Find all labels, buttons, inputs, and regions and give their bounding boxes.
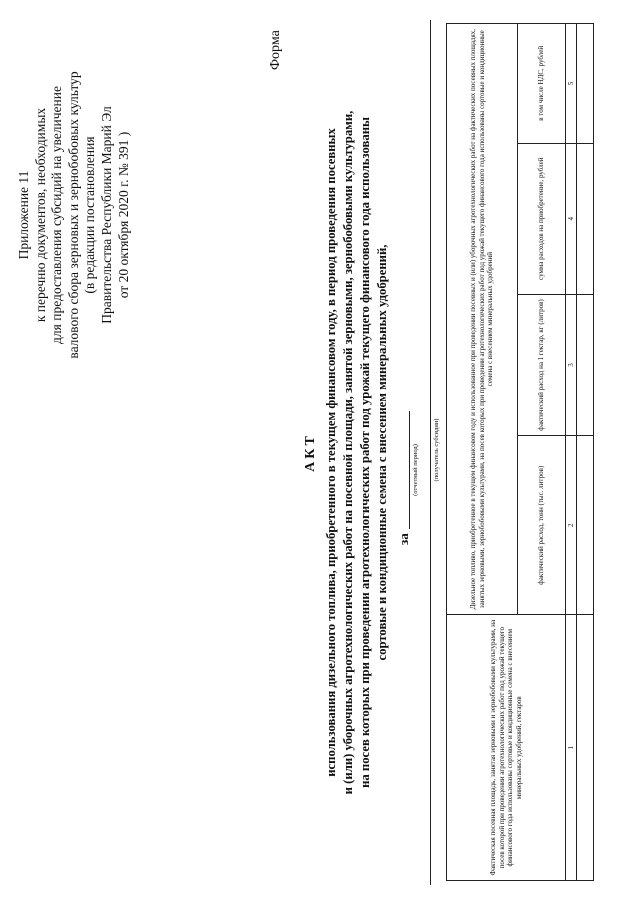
- recipient-caption: (получатель субсидии): [433, 418, 440, 482]
- heading-line-1: использования дизельного топлива, приобретенного в текущем финансовом году, в период проведения посевных: [324, 128, 338, 777]
- col-number-1: 1: [566, 615, 577, 881]
- appendix-block: [16, 25, 132, 405]
- col3-header: фактический расход на 1 гектар, кг (литров): [518, 294, 566, 435]
- col-number-3: 3: [566, 294, 577, 435]
- recipient-line-middle: [430, 325, 431, 575]
- appendix-line-4: валового сбора зерновых и зернобобовых культур: [65, 71, 81, 359]
- table-cell[interactable]: [577, 24, 594, 144]
- col5-header: в том числе НДС, рублей: [518, 24, 566, 144]
- appendix-line-5: (в редакции постановления: [82, 136, 98, 294]
- appendix-line-3: для предоставления субсидий на увеличение: [49, 86, 65, 344]
- col1-header: Фактическая посевная площадь, занятая зерновыми и зернобобовыми культурами, на посев которой при проведении агротехнологических работ под урожай текущего финансового года использованы сортовые и кондиционные семена с внесением минеральных удобрений, гектаров: [447, 615, 566, 881]
- col-number-4: 4: [566, 143, 577, 294]
- appendix-line-6: Правительства Республики Марий Эл: [98, 106, 114, 324]
- heading-line-4: сортовые и кондиционные семена с внесением минеральных удобрений,: [375, 244, 389, 661]
- table-number-row: [566, 24, 577, 881]
- diesel-group-header: Дизельное топливо, приобретенное в текущем финансовом году и использованное при проведении посевных и (или) уборочных агротехнологических работ на фактических посевных площадях, занятых зерновыми, зернобобовыми культурами, на посев которых при проведении агротехнологических работ под урожай текущего финансового года использованы сортовые и кондиционные семена с внесением минеральных удобрений: [447, 24, 518, 615]
- col4-header: сумма расходов на приобретение, рублей: [518, 143, 566, 294]
- period-prefix: за: [396, 533, 411, 545]
- col2-header: фактический расход, тонн (тыс. литров): [518, 436, 566, 615]
- heading-line-3: на посев которых при проведении агротехнологических работ под урожай текущего финансового года использованы: [358, 117, 372, 788]
- period-fill-line: [409, 411, 410, 529]
- act-heading: [323, 20, 391, 885]
- table-header-row-1: [447, 24, 518, 881]
- recipient-row: [424, 0, 442, 905]
- table-cell[interactable]: [577, 143, 594, 294]
- data-table: [446, 23, 594, 881]
- act-title: АКТ: [303, 433, 318, 472]
- period-caption: (отчетный период): [412, 444, 419, 496]
- appendix-line-7: от 20 октября 2020 г. № 391 ): [115, 131, 131, 299]
- col-number-5: 5: [566, 24, 577, 144]
- recipient-line-left: [430, 575, 431, 885]
- table-row: [577, 24, 594, 881]
- col-number-2: 2: [566, 436, 577, 615]
- table-cell[interactable]: [577, 436, 594, 615]
- reporting-period-row: [396, 0, 419, 905]
- table-cell[interactable]: [577, 294, 594, 435]
- heading-line-2: и (или) уборочных агротехнологических работ на посевной площади, занятой зерновыми, зернобобовыми культурами,: [341, 110, 355, 795]
- form-label: Форма: [268, 30, 283, 70]
- appendix-line-2: к перечню документов, необходимых: [32, 107, 48, 323]
- recipient-line-right: [430, 20, 431, 325]
- table-cell[interactable]: [577, 615, 594, 881]
- appendix-line-1: Приложение 11: [16, 170, 31, 260]
